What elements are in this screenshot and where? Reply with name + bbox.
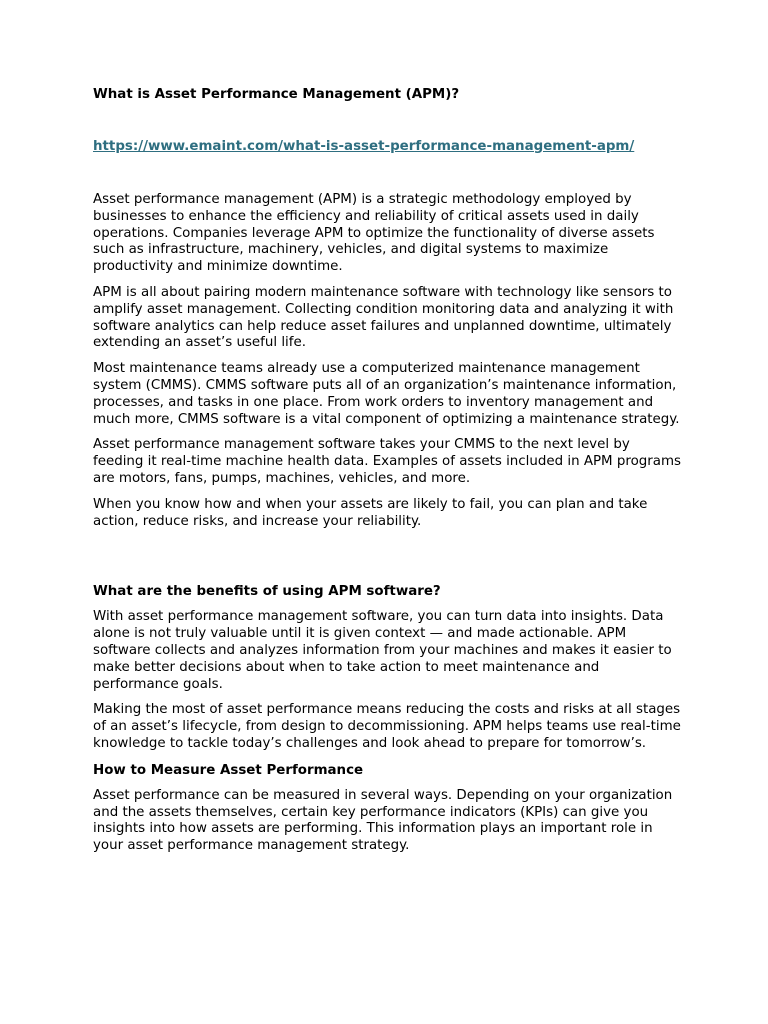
section-title-apm: What is Asset Performance Management (APM)?: [93, 87, 460, 102]
source-link[interactable]: https://www.emaint.com/what-is-asset-performance-management-apm/: [93, 139, 635, 154]
section-title-measure: How to Measure Asset Performance: [93, 762, 364, 778]
paragraph: Most maintenance teams already use a computerized maintenance management system (CMMS). CMMS software puts all of an organization’s maintenance information, processes, and tasks in one place. From work orders to inventory management and much more, CMMS software is a vital component of optimizing a maintenance strategy.: [93, 361, 680, 427]
paragraph: Asset performance can be measured in several ways. Depending on your organization and the assets themselves, certain key performance indicators (KPIs) can give you insights into how assets are performing. This information plays an important role in your asset performance management strategy.: [93, 787, 673, 854]
section-title-benefits: What are the benefits of using APM software?: [93, 584, 441, 600]
paragraph: When you know how and when your assets are likely to fail, you can plan and take action, reduce risks, and increase your reliability.: [93, 496, 648, 529]
paragraph: Asset performance management software takes your CMMS to the next level by feeding it real-time machine health data. Examples of assets included in APM programs are motors, fans, pumps, machines, vehicles, and more.: [93, 437, 682, 486]
paragraph: Making the most of asset performance means reducing the costs and risks at all stages of an asset’s lifecycle, from design to decommissioning. APM helps teams use real-time knowledge to tackle today’s challenges and look ahead to prepare for tomorrow’s.: [93, 702, 681, 751]
paragraph: With asset performance management software, you can turn data into insights. Data alone is not truly valuable until it is given context — and made actionable. APM software collects and analyzes information from your machines and makes it easier to make better decisions about when to take action to meet maintenance and performance goals.: [93, 609, 672, 692]
paragraph: APM is all about pairing modern maintenance software with technology like sensors to amplify asset management. Collecting condition monitoring data and analyzing it with software analytics can help reduce asset failures and unplanned downtime, ultimately extending an asset’s useful life.: [93, 284, 674, 351]
document-page: [93, 86, 683, 855]
paragraph: Asset performance management (APM) is a strategic methodology employed by businesses to enhance the efficiency and reliability of critical assets used in daily operations. Companies leverage APM to optimize the functionality of diverse assets such as infrastructure, machinery, vehicles, and digital systems to maximize productivity and minimize downtime.: [93, 192, 655, 275]
